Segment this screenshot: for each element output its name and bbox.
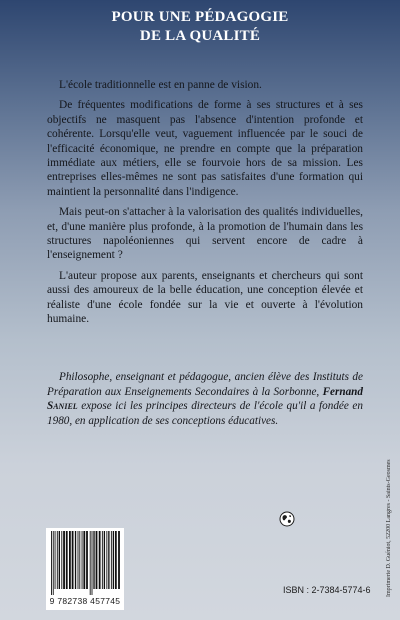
barcode-bar bbox=[59, 531, 60, 589]
barcode-bar bbox=[72, 531, 74, 589]
barcode-bar bbox=[118, 531, 120, 589]
author-last-name: Saniel bbox=[47, 400, 78, 413]
barcode-digits: 9 782738 457745 bbox=[49, 596, 121, 606]
barcode-bar bbox=[108, 531, 109, 589]
barcode-bar bbox=[104, 531, 105, 589]
barcode-bar bbox=[61, 531, 62, 589]
blurb-paragraph: De fréquentes modifications de forme à ses structures et à ses objectifs ne masquent pas l'absence d'intention profonde et cohérente. Lorsqu'elle veut, vaguement influencée par le souci de l'efficacité économique, ne prendre en compte que la préparation immédiate aux métiers, elle se fourvoie hors de sa mission. Les entreprises elles-mêmes ne sont pas satisfaites d'une formation qui maintient la personnalité dans l'indigence. bbox=[47, 99, 363, 198]
barcode-bar bbox=[66, 531, 68, 589]
bio-text-start: Philosophe, enseignant et pédagogue, ancien élève des Instituts de Préparation aux Enseignements Secondaires à la Sorbonne, bbox=[47, 371, 363, 398]
bio-text-end: expose ici les principes directeurs de l'école qu'il a fondée en 1980, en application de ses conceptions éducatives. bbox=[47, 400, 363, 427]
blurb-paragraph: L'école traditionnelle est en panne de vision. bbox=[59, 79, 262, 91]
barcode-bar bbox=[55, 531, 56, 589]
barcode-bar bbox=[90, 531, 91, 595]
barcode-bars bbox=[49, 531, 121, 595]
barcode-bar bbox=[82, 531, 83, 589]
barcode bbox=[46, 528, 124, 610]
barcode-bar bbox=[79, 531, 80, 589]
barcode-bar bbox=[51, 531, 52, 595]
globe-icon bbox=[279, 511, 295, 527]
barcode-bar bbox=[75, 531, 76, 589]
barcode-bar bbox=[115, 531, 117, 589]
printer-note: Imprimerie D. Guéniot, 52200 Langres - Saints-Geosmes bbox=[386, 459, 392, 597]
barcode-bar bbox=[63, 531, 65, 589]
blurb-paragraph: Mais peut-on s'attacher à la valorisation des qualités individuelles, et, d'une manière plus profonde, à la promotion de l'humain dans les structures napoléoniennes qui servent encore de cadre à l'enseignement ? bbox=[47, 206, 363, 262]
barcode-bar bbox=[102, 531, 103, 589]
title-line-1: POUR UNE PÉDAGOGIE bbox=[111, 9, 289, 25]
barcode-bar bbox=[111, 531, 112, 589]
author-bio bbox=[47, 370, 363, 428]
barcode-bar bbox=[83, 531, 85, 589]
barcode-bar bbox=[93, 531, 94, 589]
title-line-2: DE LA QUALITÉ bbox=[139, 28, 261, 44]
barcode-bar bbox=[106, 531, 107, 589]
barcode-bar bbox=[69, 531, 71, 589]
barcode-bar bbox=[96, 531, 98, 589]
isbn-label: ISBN : 2-7384-5774-6 bbox=[283, 585, 371, 595]
barcode-bar bbox=[53, 531, 54, 595]
barcode-bar bbox=[92, 531, 93, 595]
barcode-bar bbox=[86, 531, 88, 589]
blurb-paragraph: L'auteur propose aux parents, enseignants et chercheurs qui sont aussi des amoureux de la belle éducation, une conception élevée et réaliste d'une école fondée sur la vie et ouverte à l'évolution humaine. bbox=[47, 269, 363, 326]
book-title bbox=[0, 8, 400, 46]
blurb bbox=[47, 78, 363, 333]
barcode-bar bbox=[57, 531, 58, 589]
barcode-bar bbox=[99, 531, 101, 589]
author-first-name: Fernand bbox=[322, 385, 363, 398]
barcode-bar bbox=[113, 531, 114, 589]
barcode-bar bbox=[78, 531, 79, 589]
